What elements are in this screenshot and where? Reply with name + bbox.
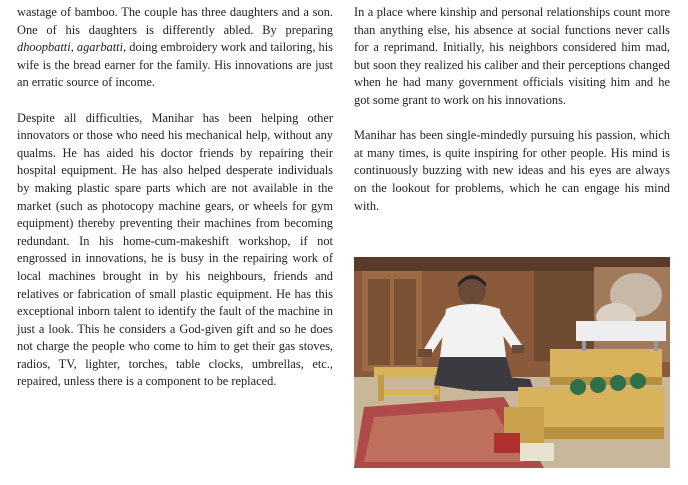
left-column — [17, 4, 333, 409]
paragraph: wastage of bamboo. The couple has three daughters and a son. One of his daughters is differently abled. By preparing dhoopbatti, agarbatti, doing embroidery work and tailoring, his wife is the bread earner for the family. His innovations are just an erratic source of income. — [17, 5, 333, 90]
paragraph: In a place where kinship and personal relationships count more than anything else, his absence at social functions never calls for a reprimand. Initially, his neighbors considered him mad, but soon they realized his caliber and their perceptions changed when he had many government officials visiting him and he got some grant to work on his innovations. — [354, 5, 670, 107]
emphasis-term: dhoopbatti — [17, 40, 71, 55]
right-column — [354, 4, 670, 233]
paragraph: Manihar has been single-mindedly pursuing his passion, which at many times, is quite inspiring for other people. His mind is continuously buzzing with new ideas and his eyes are always on the lookout for problems, which he can engage his mind with. — [354, 128, 670, 213]
workshop-photo — [354, 257, 670, 468]
paragraph: Despite all difficulties, Manihar has been helping other innovators or those who need his mechanical help, without any qualms. He has aided his doctor friends by repairing their hospital equipment. He has also helped desperate individuals by making plastic spare parts which are not available in the market (such as photocopy machine gears, or wheels for gym equipment) thereby preventing their machines from becoming redundant. In his home-cum-makeshift workshop, if not engrossed in innovations, he is busy in the repairing work of local machines brought in by his neighbours, friends and relatives or fabrication of small plastic equipment. He has this exceptional inborn talent to identify the fault of the machine in just a look. This he considers a God-given gift and so he does not charge the people who come to him to get their gas stoves, radios, TV, lighter, torches, table clocks, umbrellas, etc., repaired, unless there is a component to be replaced. — [17, 110, 333, 389]
emphasis-term: agarbatti — [76, 40, 124, 55]
